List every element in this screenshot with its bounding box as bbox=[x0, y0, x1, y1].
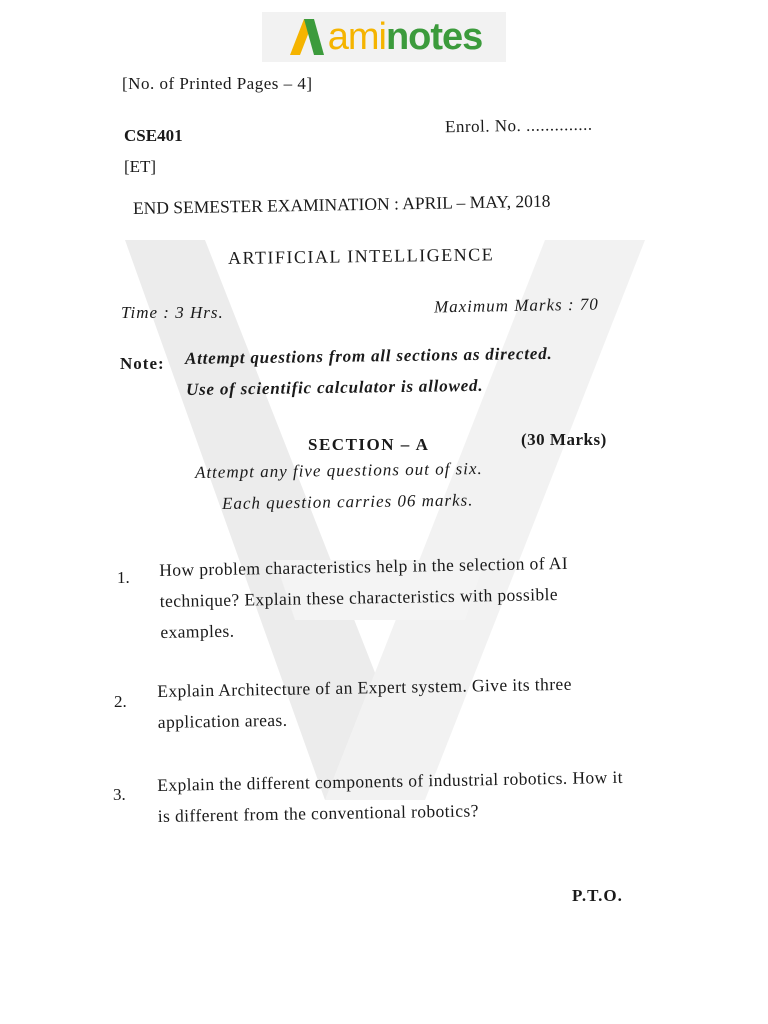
question-1-text: How problem characteristics help in the selection of AI technique? Explain these characteristics with possible examples. bbox=[159, 552, 569, 642]
aminotes-logo bbox=[262, 12, 506, 62]
logo-a-icon bbox=[286, 17, 326, 57]
exam-type: [ET] bbox=[124, 157, 157, 176]
question-1-number: 1. bbox=[117, 568, 130, 587]
section-a-instruction-1: Attempt any five questions out of six. bbox=[194, 458, 483, 482]
note-label: Note: bbox=[120, 354, 165, 373]
question-3-number: 3. bbox=[113, 785, 126, 804]
printed-pages-count: [No. of Printed Pages – 4] bbox=[122, 74, 313, 93]
logo-text-ami: ami bbox=[327, 16, 386, 58]
maximum-marks: Maximum Marks : 70 bbox=[433, 294, 599, 317]
question-2-number: 2. bbox=[114, 692, 127, 711]
note-line-2: Use of scientific calculator is allowed. bbox=[185, 375, 484, 399]
subject-title: ARTIFICIAL INTELLIGENCE bbox=[227, 244, 495, 268]
section-a-marks: (30 Marks) bbox=[521, 430, 607, 449]
section-a-instruction-2: Each question carries 06 marks. bbox=[221, 490, 474, 513]
question-2-text: Explain Architecture of an Expert system. Give its three application areas. bbox=[157, 673, 572, 732]
course-code: CSE401 bbox=[124, 126, 183, 145]
exam-duration: Time : 3 Hrs. bbox=[121, 303, 224, 322]
logo-text-notes: notes bbox=[385, 16, 483, 58]
note-line-1: Attempt questions from all sections as directed. bbox=[184, 343, 553, 368]
exam-title: END SEMESTER EXAMINATION : APRIL – MAY, 2018 bbox=[132, 190, 551, 218]
please-turn-over: P.T.O. bbox=[572, 886, 623, 905]
enrolment-number-label: Enrol. No. .............. bbox=[444, 114, 593, 137]
question-3-text: Explain the different components of industrial robotics. How it is different from the conventional robotics? bbox=[157, 766, 624, 826]
section-a-title: SECTION – A bbox=[308, 435, 430, 454]
